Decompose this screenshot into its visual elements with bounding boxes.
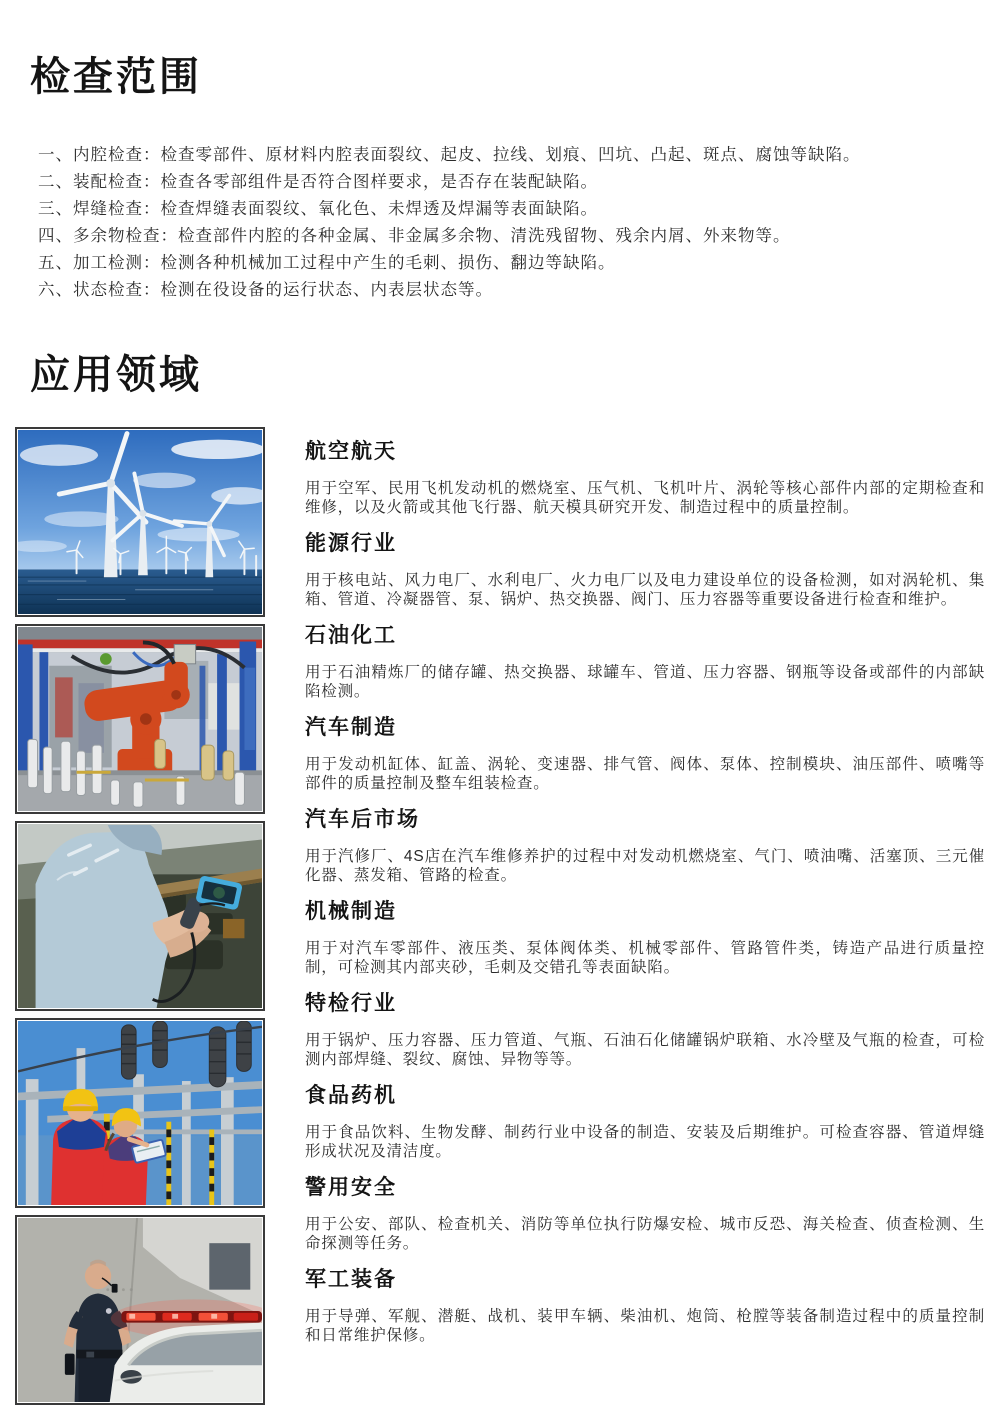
section-heading: 食品药机	[305, 1084, 397, 1107]
section-heading: 汽车制造	[305, 716, 397, 739]
photo-offshore-wind-farm	[15, 427, 265, 617]
photo-factory-robot-arm	[15, 624, 265, 814]
section-heading: 机械制造	[305, 900, 397, 923]
section-body: 用于汽修厂、4S店在汽车维修养护的过程中对发动机燃烧室、气门、喷油嘴、活塞顶、三元催化器、蒸发箱、管路的检查。	[305, 848, 985, 884]
photo-police-officer	[15, 1215, 265, 1405]
section-auto-manufacturing	[305, 716, 985, 793]
section-heading: 石油化工	[305, 624, 397, 647]
substation-illustration	[18, 1021, 262, 1205]
scope-item: 五、加工检测：检测各种机械加工过程中产生的毛刺、损伤、翻边等缺陷。	[38, 254, 616, 272]
section-heading: 能源行业	[305, 532, 397, 555]
wind-farm-illustration	[18, 430, 262, 614]
robot-arm-illustration	[18, 627, 262, 811]
section-body: 用于食品饮料、生物发酵、制药行业中设备的制造、安装及后期维护。可检查容器、管道焊缝形成状况及清洁度。	[305, 1124, 985, 1160]
section-special-inspection	[305, 992, 985, 1069]
photo-column	[15, 427, 265, 1405]
section-body: 用于核电站、风力电厂、水利电厂、火力电厂以及电力建设单位的设备检测，如对涡轮机、集箱、管道、冷凝器管、泵、锅炉、热交换器、阀门、压力容器等重要设备进行检查和维护。	[305, 572, 985, 608]
application-sections	[305, 427, 985, 1360]
section-heading: 航空航天	[305, 440, 397, 463]
section-title-inspection-scope: 检查范围	[30, 55, 202, 99]
borescope-inspection-illustration	[18, 824, 262, 1008]
scope-item: 一、内腔检查：检查零部件、原材料内腔表面裂纹、起皮、拉线、划痕、凹坑、凸起、斑点、腐蚀等缺陷。	[38, 146, 861, 164]
section-heading: 军工装备	[305, 1268, 397, 1291]
section-body: 用于锅炉、压力容器、压力管道、气瓶、石油石化储罐锅炉联箱、水冷壁及气瓶的检查，可检测内部焊缝、裂纹、腐蚀、异物等等。	[305, 1032, 985, 1068]
section-title-applications: 应用领域	[30, 353, 202, 397]
section-food-pharma	[305, 1084, 985, 1161]
scope-item: 四、多余物检查：检查部件内腔的各种金属、非金属多余物、清洗残留物、残余内屑、外来物等。	[38, 227, 791, 245]
section-auto-aftermarket	[305, 808, 985, 885]
scope-item: 三、焊缝检查：检查焊缝表面裂纹、氧化色、未焊透及焊漏等表面缺陷。	[38, 200, 598, 218]
section-aerospace	[305, 440, 985, 517]
section-heading: 汽车后市场	[305, 808, 420, 831]
photo-substation-workers	[15, 1018, 265, 1208]
section-body: 用于对汽车零部件、液压类、泵体阀体类、机械零部件、管路管件类，铸造产品进行质量控制，可检测其内部夹砂，毛刺及交错孔等表面缺陷。	[305, 940, 985, 976]
section-petrochemical	[305, 624, 985, 701]
section-body: 用于石油精炼厂的储存罐、热交换器、球罐车、管道、压力容器、钢瓶等设备或部件的内部缺陷检测。	[305, 664, 985, 700]
section-machinery	[305, 900, 985, 977]
section-body: 用于导弹、军舰、潜艇、战机、装甲车辆、柴油机、炮筒、枪膛等装备制造过程中的质量控制和日常维护保修。	[305, 1308, 985, 1344]
section-military	[305, 1268, 985, 1345]
section-heading: 特检行业	[305, 992, 397, 1015]
section-energy	[305, 532, 985, 609]
section-body: 用于公安、部队、检查机关、消防等单位执行防爆安检、城市反恐、海关检查、侦查检测、生命探测等任务。	[305, 1216, 985, 1252]
scope-item: 二、装配检查：检查各零部组件是否符合图样要求，是否存在装配缺陷。	[38, 173, 598, 191]
applications-content	[0, 427, 1000, 1405]
scope-item: 六、状态检查：检测在役设备的运行状态、内表层状态等。	[38, 281, 493, 299]
photo-car-engine-inspection	[15, 821, 265, 1011]
section-heading: 警用安全	[305, 1176, 397, 1199]
section-body: 用于发动机缸体、缸盖、涡轮、变速器、排气管、阀体、泵体、控制模块、油压部件、喷嘴等部件的质量控制及整车组装检查。	[305, 756, 985, 792]
section-body: 用于空军、民用飞机发动机的燃烧室、压气机、飞机叶片、涡轮等核心部件内部的定期检查和维修，以及火箭或其他飞行器、航天模具研究开发、制造过程中的质量控制。	[305, 480, 985, 516]
police-illustration	[18, 1218, 262, 1402]
inspection-scope-list	[0, 142, 1000, 304]
section-police-security	[305, 1176, 985, 1253]
